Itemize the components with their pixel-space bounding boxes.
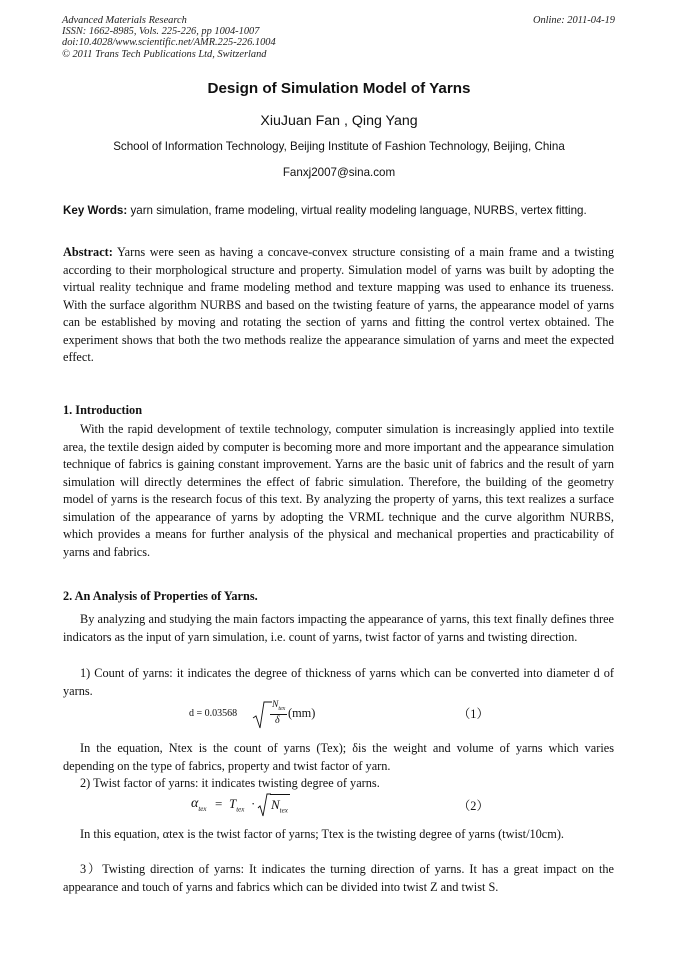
equation-1 (189, 700, 329, 730)
journal-name: Advanced Materials Research (62, 15, 187, 26)
analysis-paragraph-ntex: In the equation, Ntex is the count of yarns (Tex); δis the weight and volume of yarns which varies depending on the type of fabrics, property and twist factor of yarn. (63, 741, 614, 773)
affiliation: School of Information Technology, Beijing Institute of Fashion Technology, Beijing, China (113, 140, 565, 153)
doi-line[interactable]: doi:10.4028/www.scientific.net/AMR.225-226.1004 (62, 37, 276, 49)
analysis-paragraph-count: 1) Count of yarns: it indicates the degree of thickness of yarns which can be converted into diameter d of yarns. (63, 666, 614, 698)
equation-2-number: （2） (458, 799, 489, 813)
analysis-paragraph-direction: 3）Twisting direction of yarns: It indicates the turning direction of yarns. It has a great impact on the appearance and touch of yarns and fabrics which can be divided into twist Z and twist S. (63, 862, 614, 894)
equation-1-number: （1） (458, 707, 489, 721)
copyright-line: © 2011 Trans Tech Publications Ltd, Switzerland (62, 48, 267, 60)
eq2-n: $N_{tex}$ (271, 797, 288, 815)
eq1-unit: (mm) (288, 706, 316, 720)
keywords-text: yarn simulation, frame modeling, virtual reality modeling language, NURBS, vertex fitting. (130, 204, 587, 217)
paper-title: Design of Simulation Model of Yarns (207, 80, 471, 97)
sqrt-sign-icon (257, 792, 271, 818)
section-heading-introduction: 1. Introduction (63, 403, 143, 417)
eq2-radical-bar (270, 794, 290, 795)
equation-2 (191, 792, 301, 818)
abstract (63, 244, 614, 367)
eq1-denominator: δ (275, 715, 280, 726)
analysis-paragraph-alpha: In this equation, αtex is the twist factor of yarns; Ttex is the twisting degree of yarns (twist/10cm). (80, 827, 564, 841)
eq1-numerator: $N_{tex}$ (272, 700, 286, 712)
analysis-paragraph-twist-factor: 2) Twist factor of yarns: it indicates twisting degree of yarns. (80, 776, 380, 790)
analysis-paragraph-intro: By analyzing and studying the main factors impacting the appearance of yarns, this text finally defines three indicators as the input of yarn simulation, i.e. count of yarns, twist factor of yarns and twisting direction. (63, 612, 614, 644)
eq2-dot: · (251, 796, 256, 811)
section-heading-analysis: 2. An Analysis of Properties of Yarns. (63, 589, 258, 603)
keywords (63, 202, 614, 219)
author-email[interactable]: Fanxj2007@sina.com (282, 166, 396, 179)
keywords-label: Key Words: (63, 204, 128, 217)
eq1-lhs: d = 0.03568 (189, 708, 238, 719)
journal-header (62, 15, 276, 60)
issn-line: ISSN: 1662-8985, Vols. 225-226, pp 1004-1007 (62, 26, 260, 38)
abstract-text: Yarns were seen as having a concave-convex structure consisting of a main frame and a twisting according to their morphological structure and property. Simulation model of yarns was built by adopting the virtual reality technique and frame modeling method and texture mapping was used to enhance its trueness. With the surface algorithm NURBS and based on the twisting feature of yarns, the appearance model of yarns can be established by moving and rotating the section of yarns and fitting the control vertex obtained. The experiment shows that both the two methods realize the appearance simulation of yarns and meet the expected effect. (63, 245, 614, 364)
sqrt-sign-icon (252, 700, 272, 730)
eq2-alpha: $\alpha_{tex}$ (191, 796, 207, 813)
introduction-paragraph: With the rapid development of textile technology, computer simulation is increasingly applied into textile area, the textile design aided by computer is becoming more and more important and the appearance simulation technique of fabrics is gaining constant improvement. Yarns are the basic unit of fabrics and the result of yarn simulation will directly determines the effect of fabric simulation. Therefore, the building of the geometry model of yarns is the research focus of this text. By analyzing the property of yarns, this text realizes a surface simulation of the appearance of yarns by adopting the VRML technique and the curve algorithm NURBS, which provides a means for further analysis of the physical and mechanical properties and practicability of yarns and fabrics. (63, 422, 614, 559)
abstract-label: Abstract: (63, 245, 113, 259)
eq2-t: $T_{tex}$ (229, 796, 245, 814)
authors: XiuJuan Fan , Qing Yang (260, 113, 418, 129)
online-date: Online: 2011-04-19 (532, 15, 615, 26)
eq2-equals: = (215, 796, 223, 811)
